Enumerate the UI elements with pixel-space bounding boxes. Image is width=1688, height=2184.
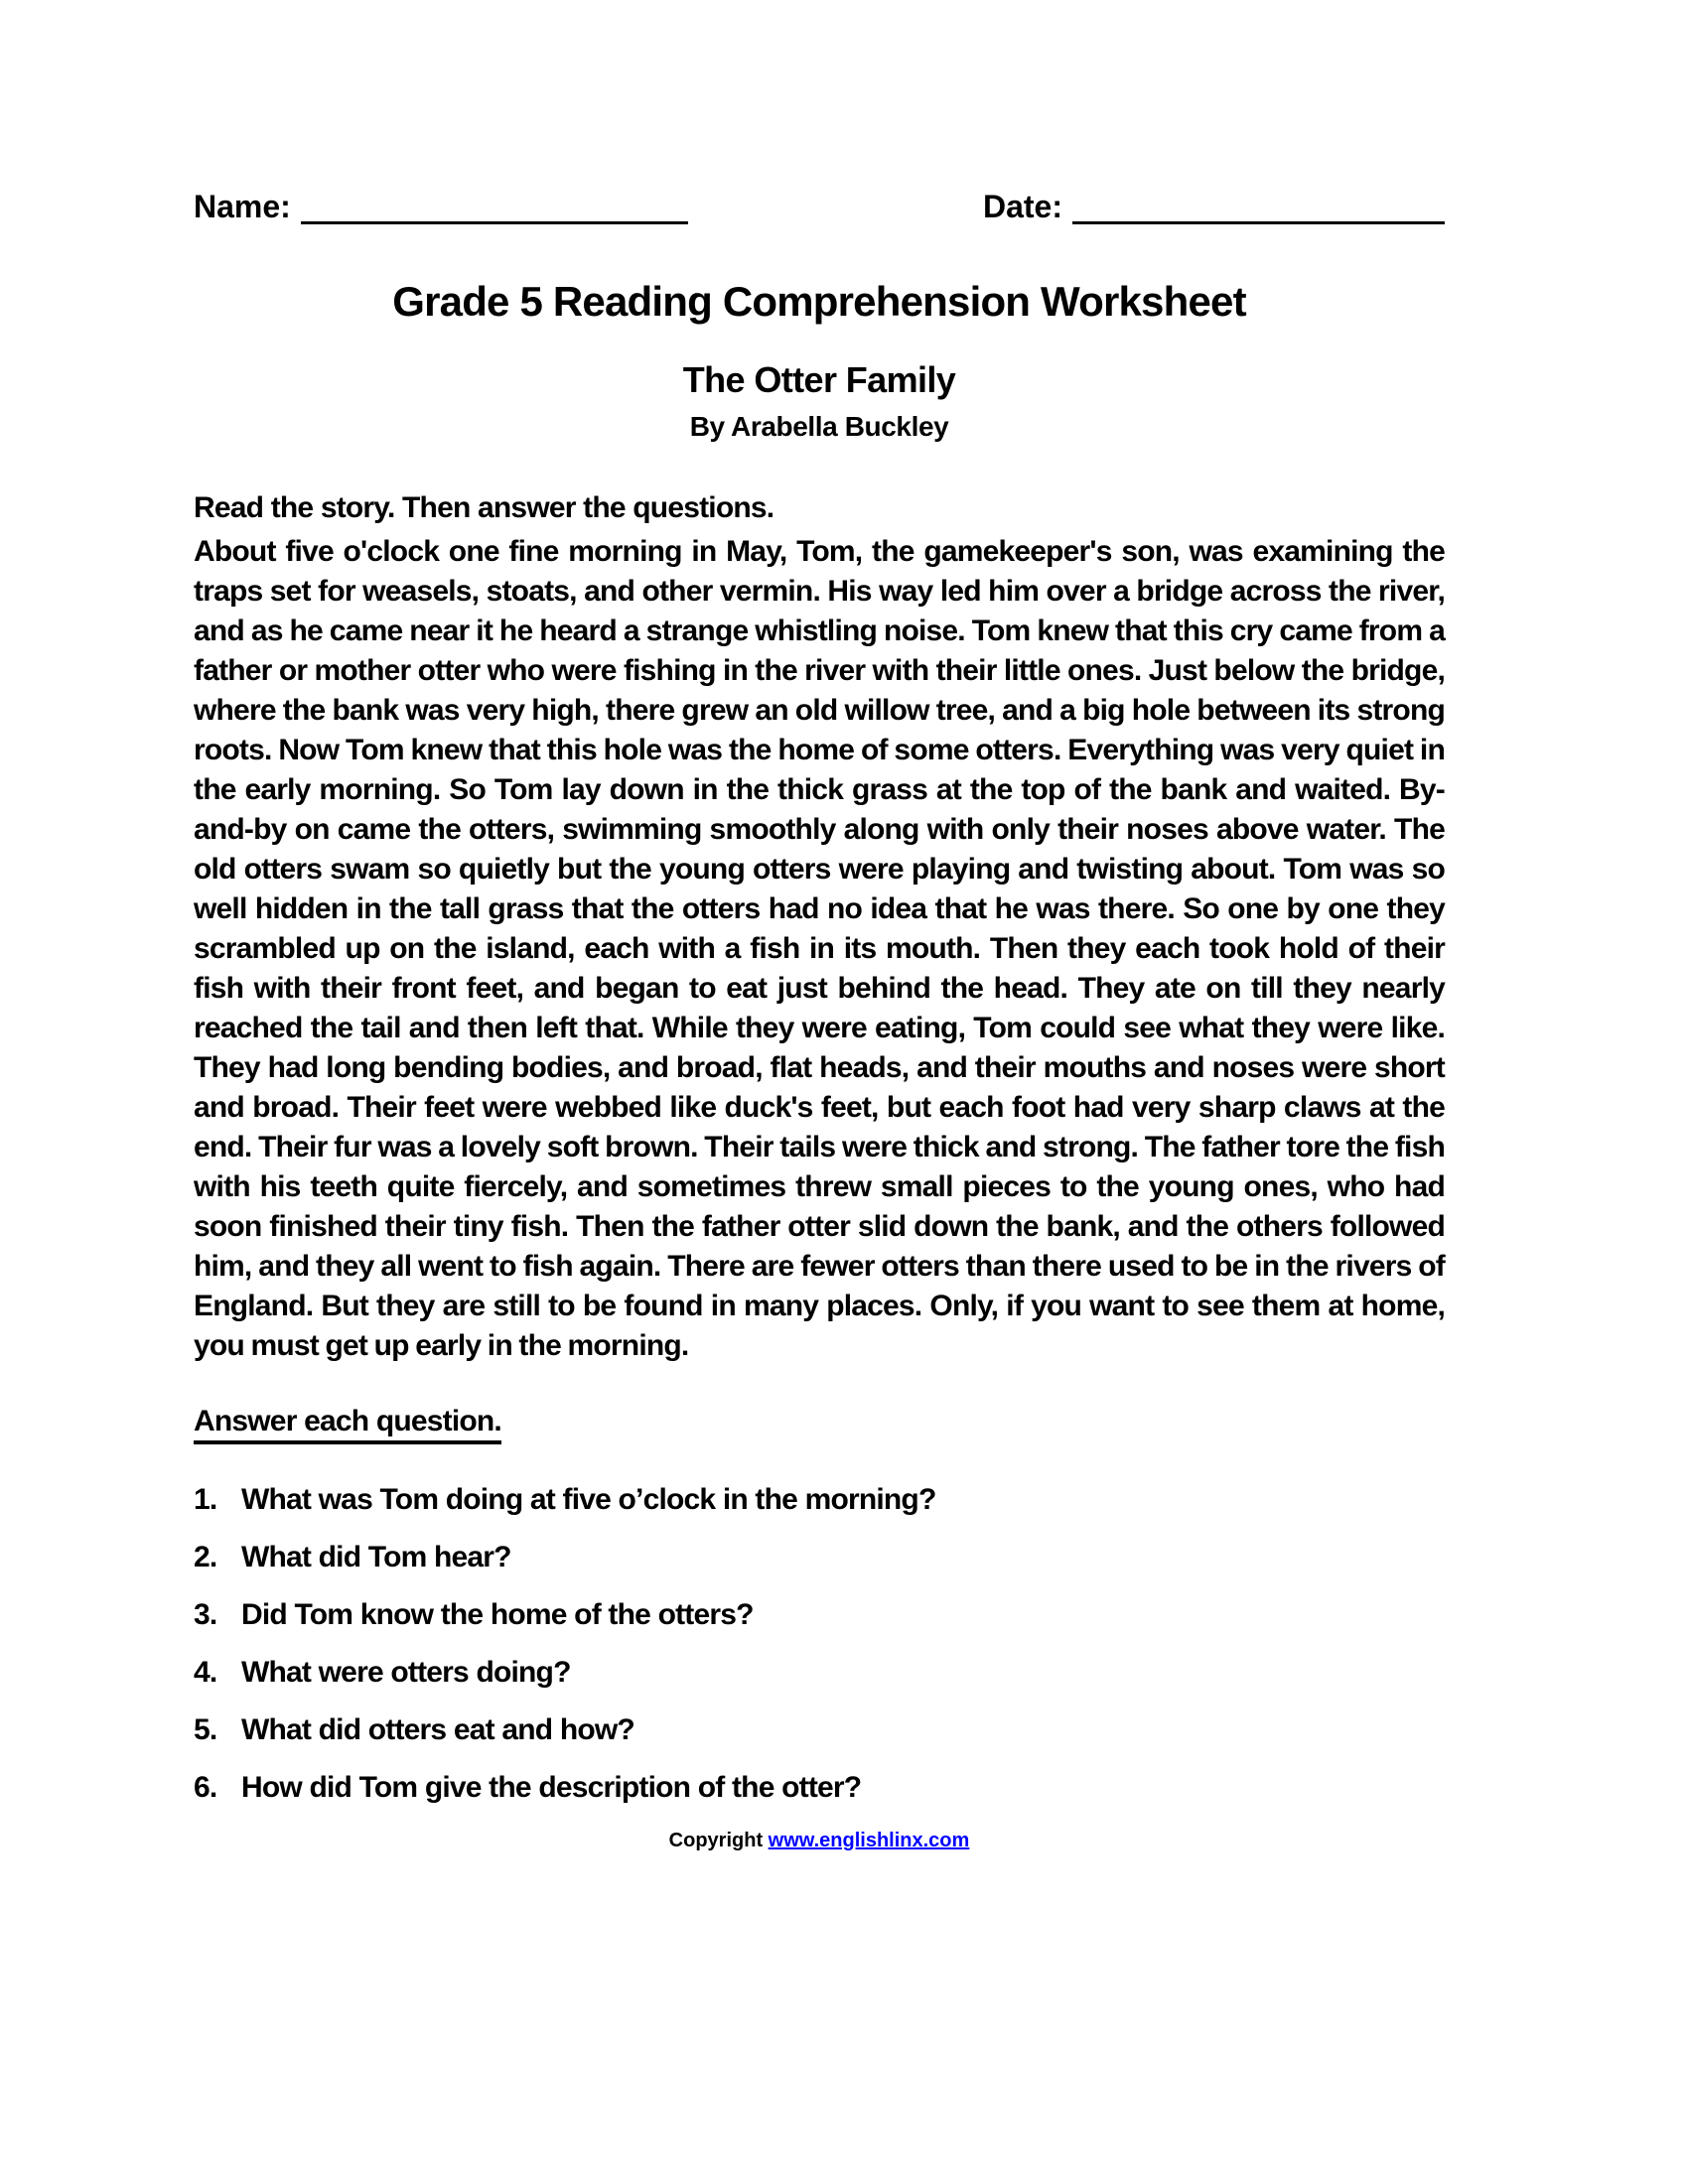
question-text: Did Tom know the home of the otters? <box>241 1598 754 1631</box>
story-text: About five o'clock one fine morning in May, Tom, the gamekeeper's son, was examining the traps set for weasels, stoats, and other vermin. His way led him over a bridge across the river, and as he came near it he heard a strange whistling noise. Tom knew that this cry came from a father or mother otter who were fishing in the river with their little ones. Just below the bridge, where the bank was very high, there grew an old willow tree, and a big hole between its strong roots. Now Tom knew that this hole was the home of some otters. Everything was very quiet in the early morning. So Tom lay down in the thick grass at the top of the bank and waited. By-and-by on came the otters, swimming smoothly along with only their noses above water. The old otters swam so quietly but the young otters were playing and twisting about. Tom was so well hidden in the tall grass that the otters had no idea that he was there. So one by one they scrambled up on the island, each with a fish in its mouth. Then they each took hold of their fish with their front feet, and began to eat just behind the head. They ate on till they nearly reached the tail and then left that. While they were eating, Tom could see what they were like. They had long bending bodies, and broad, flat heads, and their mouths and noses were short and broad. Their feet were webbed like duck's feet, but each foot had very sharp claws at the end. Their fur was a lovely soft brown. Their tails were thick and strong. The father tore the fish with his teeth quite fiercely, and sometimes threw small pieces to the young ones, who had soon finished their tiny fish. Then the father otter slid down the bank, and the others followed him, and they all went to fish again. There are fewer otters than there used to be in the rivers of England. But they are still to be found in many places. Only, if you want to see them at home, you must get up early in the morning. <box>194 535 1445 1362</box>
header <box>194 189 1445 224</box>
question-item <box>194 1656 1445 1690</box>
date-blank-line <box>1072 192 1445 224</box>
question-text: What did otters eat and how? <box>241 1713 634 1746</box>
name-label: Name: <box>194 189 291 224</box>
question-text: How did Tom give the description of the otter? <box>241 1771 862 1804</box>
question-number: 6. <box>194 1771 217 1804</box>
question-number: 4. <box>194 1656 217 1689</box>
question-text: What was Tom doing at five o’clock in the morning? <box>241 1483 936 1516</box>
question-item <box>194 1713 1445 1747</box>
question-item <box>194 1598 1445 1632</box>
question-number: 2. <box>194 1541 217 1573</box>
story-author: By Arabella Buckley <box>689 411 949 442</box>
worksheet-title: Grade 5 Reading Comprehension Worksheet <box>392 278 1246 325</box>
question-text: What did Tom hear? <box>241 1541 511 1573</box>
date-label: Date: <box>982 189 1062 224</box>
question-number: 5. <box>194 1713 217 1746</box>
question-number: 1. <box>194 1483 217 1516</box>
name-blank-line <box>301 192 688 224</box>
footer <box>194 1829 1445 1852</box>
instructions-text: Read the story. Then answer the questions. <box>194 491 774 524</box>
date-field <box>983 189 1445 224</box>
copyright-link[interactable]: www.englishlinx.com <box>768 1830 970 1851</box>
story-title: The Otter Family <box>682 359 956 400</box>
question-item <box>194 1483 1445 1517</box>
question-text: What were otters doing? <box>241 1656 571 1689</box>
questions-heading <box>194 1404 1445 1439</box>
questions-heading-label: Answer each question. <box>194 1405 501 1444</box>
question-number: 3. <box>194 1598 217 1631</box>
question-item <box>194 1771 1445 1805</box>
copyright-label: Copyright <box>668 1830 764 1851</box>
questions-list <box>194 1483 1445 1805</box>
question-item <box>194 1541 1445 1574</box>
name-field <box>194 189 688 224</box>
